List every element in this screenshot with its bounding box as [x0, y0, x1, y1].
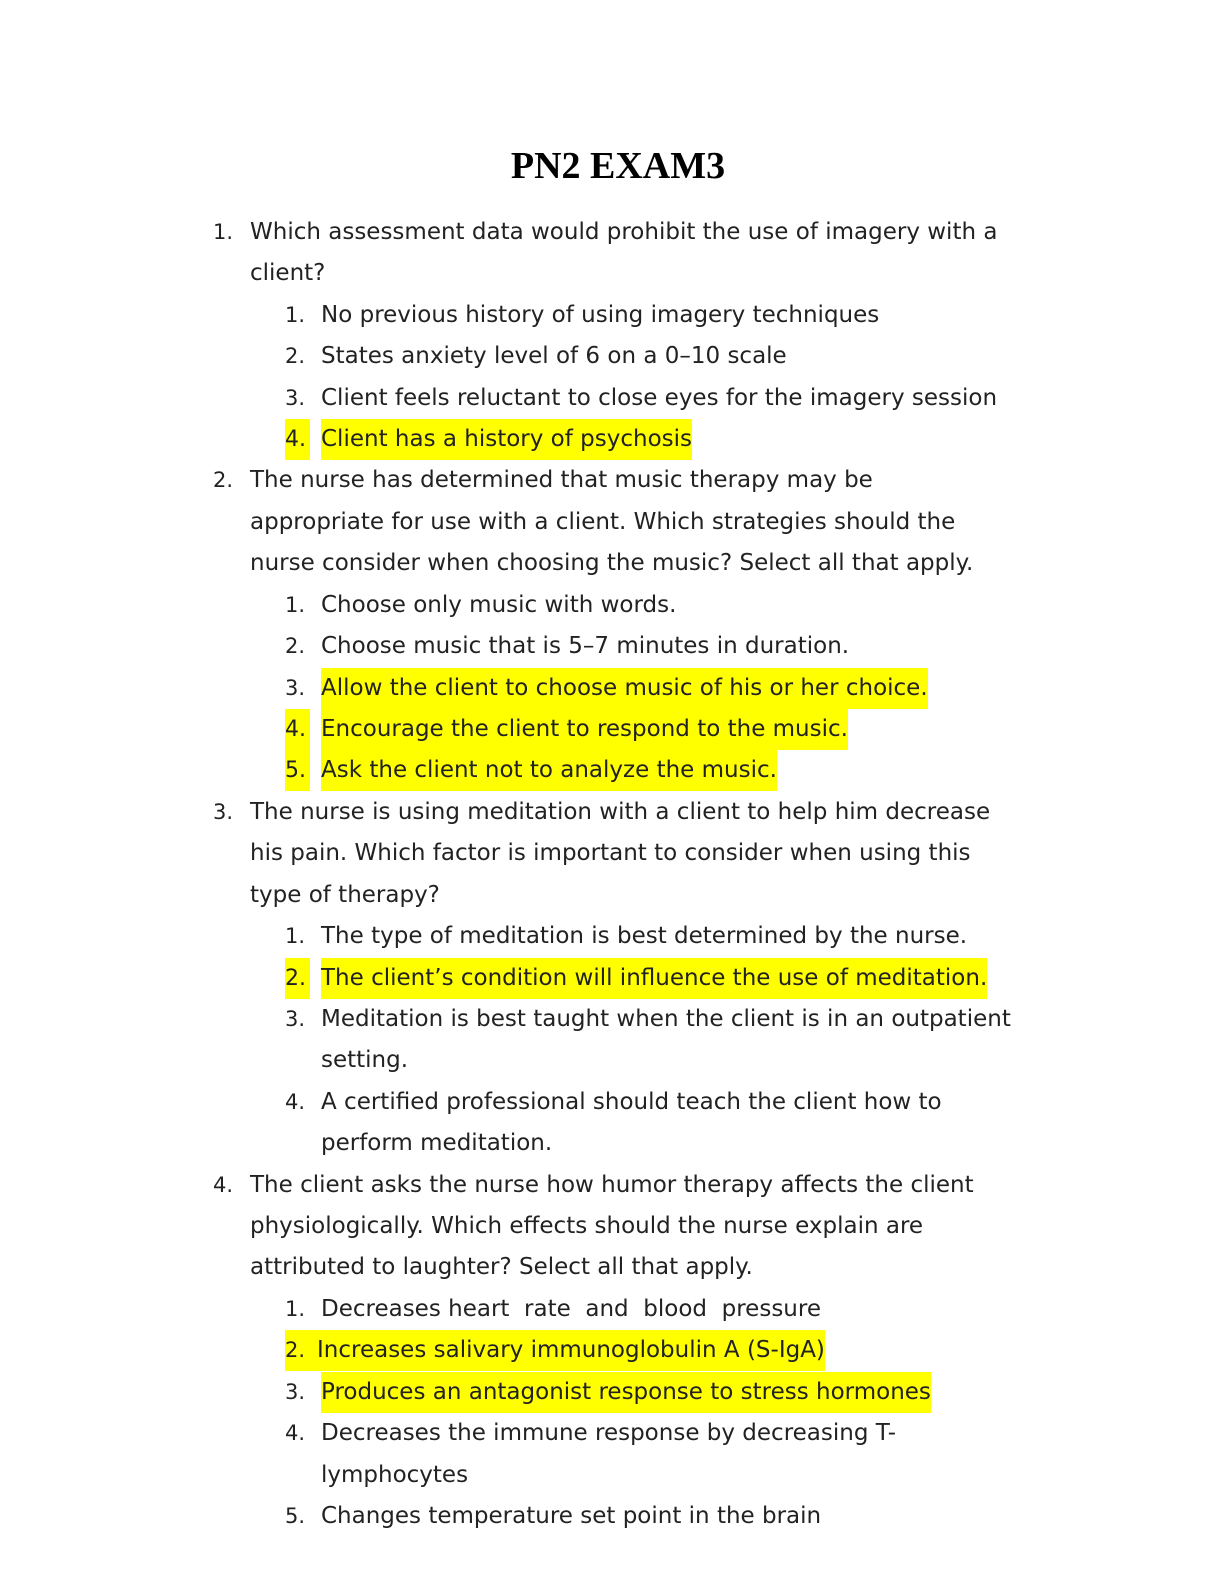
- question-text: The nurse has determined that music therapy may be: [250, 467, 873, 493]
- answer-text-highlighted: Client has a history of psychosis: [321, 419, 692, 460]
- question-text: Which assessment data would prohibit the use of imagery with a: [250, 219, 998, 245]
- answer-number: 4.: [285, 709, 310, 750]
- answer-text: Decreases the immune response by decreasing T-: [321, 1420, 896, 1446]
- answer-number: 3.: [285, 676, 306, 700]
- question-number: 1.: [213, 220, 234, 244]
- answer-text: Choose music that is 5–7 minutes in duration.: [321, 633, 850, 659]
- answer-number: 2.: [285, 344, 306, 368]
- answer-text: Meditation is best taught when the client is in an outpatient: [321, 1006, 1011, 1032]
- question-text: physiologically. Which effects should the nurse explain are: [250, 1213, 924, 1239]
- answer-number: 1.: [285, 303, 306, 327]
- answer-text-highlighted: Produces an antagonist response to stress hormones: [321, 1372, 931, 1413]
- answer-text: lymphocytes: [321, 1462, 469, 1488]
- answer-text: Decreases heart rate and blood pressure: [321, 1296, 821, 1322]
- answer-text-highlighted: Allow the client to choose music of his or her choice.: [321, 668, 928, 709]
- answer-text-highlighted: Encourage the client to respond to the music.: [321, 709, 848, 750]
- answer-text: A certified professional should teach the client how to: [321, 1089, 942, 1115]
- answer-number: 1.: [285, 1297, 306, 1321]
- answer-number: 4.: [285, 1090, 306, 1114]
- question-number: 4.: [213, 1173, 234, 1197]
- answer-number: 3.: [285, 1007, 306, 1031]
- question-text: The nurse is using meditation with a client to help him decrease: [250, 799, 991, 825]
- question-text: appropriate for use with a client. Which strategies should the: [250, 509, 956, 535]
- answer-text: The type of meditation is best determined by the nurse.: [321, 923, 968, 949]
- answer-number: 2.: [285, 958, 310, 999]
- answer-number: 2.: [285, 1330, 341, 1371]
- answer-text: States anxiety level of 6 on a 0–10 scale: [321, 343, 787, 369]
- question-text: client?: [250, 260, 326, 286]
- answer-number: 3.: [285, 386, 306, 410]
- answer-text: perform meditation.: [321, 1130, 553, 1156]
- answer-number: 5.: [285, 1504, 306, 1528]
- question-text: attributed to laughter? Select all that apply.: [250, 1254, 753, 1280]
- answer-number: 3.: [285, 1380, 306, 1404]
- question-text: nurse consider when choosing the music? Select all that apply.: [250, 550, 974, 576]
- page-title: PN2 EXAM3: [510, 145, 726, 187]
- answer-text: Choose only music with words.: [321, 592, 677, 618]
- question-text: his pain. Which factor is important to consider when using this: [250, 840, 971, 866]
- question-text: type of therapy?: [250, 882, 440, 908]
- answer-text: No previous history of using imagery techniques: [321, 302, 880, 328]
- answer-text: Client feels reluctant to close eyes for the imagery session: [321, 385, 998, 411]
- answer-number: 5.: [285, 750, 310, 791]
- answer-number: 1.: [285, 924, 306, 948]
- question-number: 3.: [213, 800, 234, 824]
- answer-text-highlighted: Ask the client not to analyze the music.: [321, 750, 777, 791]
- answer-number: 4.: [285, 1421, 306, 1445]
- answer-number: 4.: [285, 419, 310, 460]
- answer-number: 2.: [285, 634, 306, 658]
- answer-text: Changes temperature set point in the brain: [321, 1503, 822, 1529]
- answer-text: setting.: [321, 1047, 409, 1073]
- answer-number: 1.: [285, 593, 306, 617]
- answer-text-highlighted: Increases salivary immunoglobulin A (S-IgA): [317, 1330, 825, 1371]
- question-number: 2.: [213, 468, 234, 492]
- question-text: The client asks the nurse how humor therapy affects the client: [250, 1172, 974, 1198]
- answer-text-highlighted: The client’s condition will influence the use of meditation.: [321, 958, 987, 999]
